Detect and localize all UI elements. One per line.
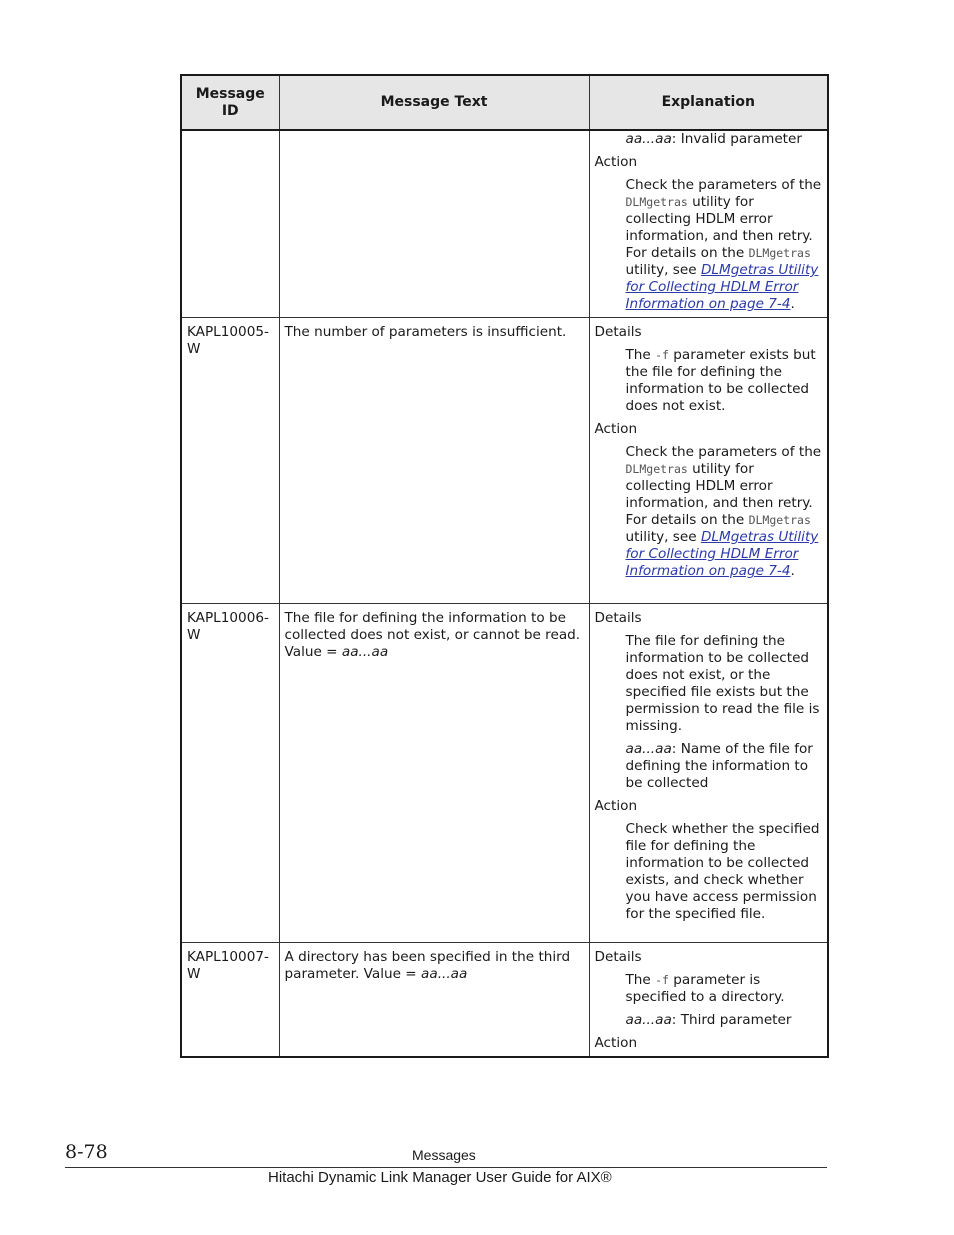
variable-placeholder: aa...aa xyxy=(341,644,389,660)
footer-divider xyxy=(65,1167,827,1168)
code-term: -f xyxy=(655,973,669,987)
message-id-cell: KAPL10007-W xyxy=(181,943,279,1058)
text-run: Action xyxy=(594,421,638,437)
text-run: : Invalid parameter xyxy=(671,131,802,147)
cross-reference-link[interactable]: DLMgetras Utility for Collecting HDLM Error Information on page 7-4 xyxy=(625,262,819,312)
variable-placeholder: aa...aa xyxy=(625,131,672,147)
explanation-paragraph xyxy=(626,821,823,923)
text-run: The file for defining the information to be collected does not exist, or cannot be read. Value = xyxy=(284,610,581,660)
variable-placeholder: aa...aa xyxy=(625,741,672,757)
text-run: Action xyxy=(594,154,638,170)
message-text-cell xyxy=(279,943,589,1058)
text-run: utility, see xyxy=(625,529,701,545)
explanation-cell xyxy=(589,318,828,604)
explanation-paragraph xyxy=(626,347,823,415)
explanation-label xyxy=(595,949,823,966)
explanation-label xyxy=(595,421,823,438)
table-body xyxy=(181,130,828,1057)
text-run: The number of parameters is insufficient. xyxy=(284,324,567,340)
text-run: parameter exists but the file for defining the information to be collected does not exist. xyxy=(625,347,816,414)
explanation-label xyxy=(595,154,823,171)
text-run: Action xyxy=(594,798,638,814)
text-run: The file for defining the information to be collected does not exist, or the specified file exists but the permission to read the file is missing. xyxy=(625,633,820,734)
text-run: utility for collecting HDLM error information, and then retry. For details on the xyxy=(625,461,813,528)
text-run: Check whether the specified file for defining the information to be collected exists, and check whether you have access permission for the specified file. xyxy=(625,821,820,922)
message-text-cell xyxy=(279,130,589,318)
footer-document-title: Hitachi Dynamic Link Manager User Guide for AIX® xyxy=(268,1169,612,1186)
explanation-paragraph xyxy=(626,131,823,148)
text-run: parameter is specified to a directory. xyxy=(625,972,785,1005)
text-run: utility, see xyxy=(625,262,701,278)
text-run: : Third parameter xyxy=(671,1012,792,1028)
text-run: A directory has been specified in the third parameter. Value = xyxy=(284,949,571,982)
code-term: DLMgetras xyxy=(625,462,688,476)
explanation-label xyxy=(595,610,823,627)
explanation-label xyxy=(595,324,823,341)
code-term: -f xyxy=(655,348,669,362)
explanation-label xyxy=(595,1035,823,1052)
code-term: DLMgetras xyxy=(748,246,811,260)
explanation-paragraph xyxy=(626,633,823,735)
message-text-cell xyxy=(279,604,589,943)
text-run: Check the parameters of the xyxy=(625,444,822,460)
message-text-cell xyxy=(279,318,589,604)
explanation-paragraph xyxy=(626,177,823,313)
text-run: : Name of the file for defining the information to be collected xyxy=(625,741,813,791)
cross-reference-link[interactable]: DLMgetras Utility for Collecting HDLM Error Information on page 7-4 xyxy=(625,529,819,579)
message-id-cell xyxy=(181,130,279,318)
explanation-paragraph xyxy=(626,444,823,580)
code-term: DLMgetras xyxy=(748,513,811,527)
text-run: . xyxy=(790,563,795,579)
footer-section-name: Messages xyxy=(412,1147,476,1163)
variable-placeholder: aa...aa xyxy=(625,1012,672,1028)
text-run: The xyxy=(625,972,656,988)
table-row xyxy=(181,130,828,318)
code-term: DLMgetras xyxy=(625,195,688,209)
message-id-cell: KAPL10006-W xyxy=(181,604,279,943)
text-run: . xyxy=(790,296,795,312)
text-run: Check the parameters of the xyxy=(625,177,822,193)
explanation-paragraph xyxy=(626,1012,823,1029)
messages-table xyxy=(180,74,829,1058)
explanation-cell xyxy=(589,604,828,943)
table-row xyxy=(181,604,828,943)
text-run: Details xyxy=(594,324,642,340)
explanation-paragraph xyxy=(626,972,823,1006)
header-message-text: Message Text xyxy=(279,75,589,130)
text-run: Action xyxy=(594,1035,638,1051)
text-run: utility for collecting HDLM error information, and then retry. For details on the xyxy=(625,194,813,261)
variable-placeholder: aa...aa xyxy=(421,966,468,982)
message-id-cell: KAPL10005-W xyxy=(181,318,279,604)
page-number: 8-78 xyxy=(65,1141,108,1163)
table-row xyxy=(181,943,828,1058)
text-run: Details xyxy=(594,610,642,626)
table-row xyxy=(181,318,828,604)
table-header-row xyxy=(181,75,828,130)
header-message-id: Message ID xyxy=(181,75,279,130)
explanation-cell xyxy=(589,130,828,318)
text-run: The xyxy=(625,347,656,363)
text-run: Details xyxy=(594,949,642,965)
header-explanation: Explanation xyxy=(589,75,828,130)
explanation-label xyxy=(595,798,823,815)
explanation-paragraph xyxy=(626,741,823,792)
explanation-cell xyxy=(589,943,828,1058)
